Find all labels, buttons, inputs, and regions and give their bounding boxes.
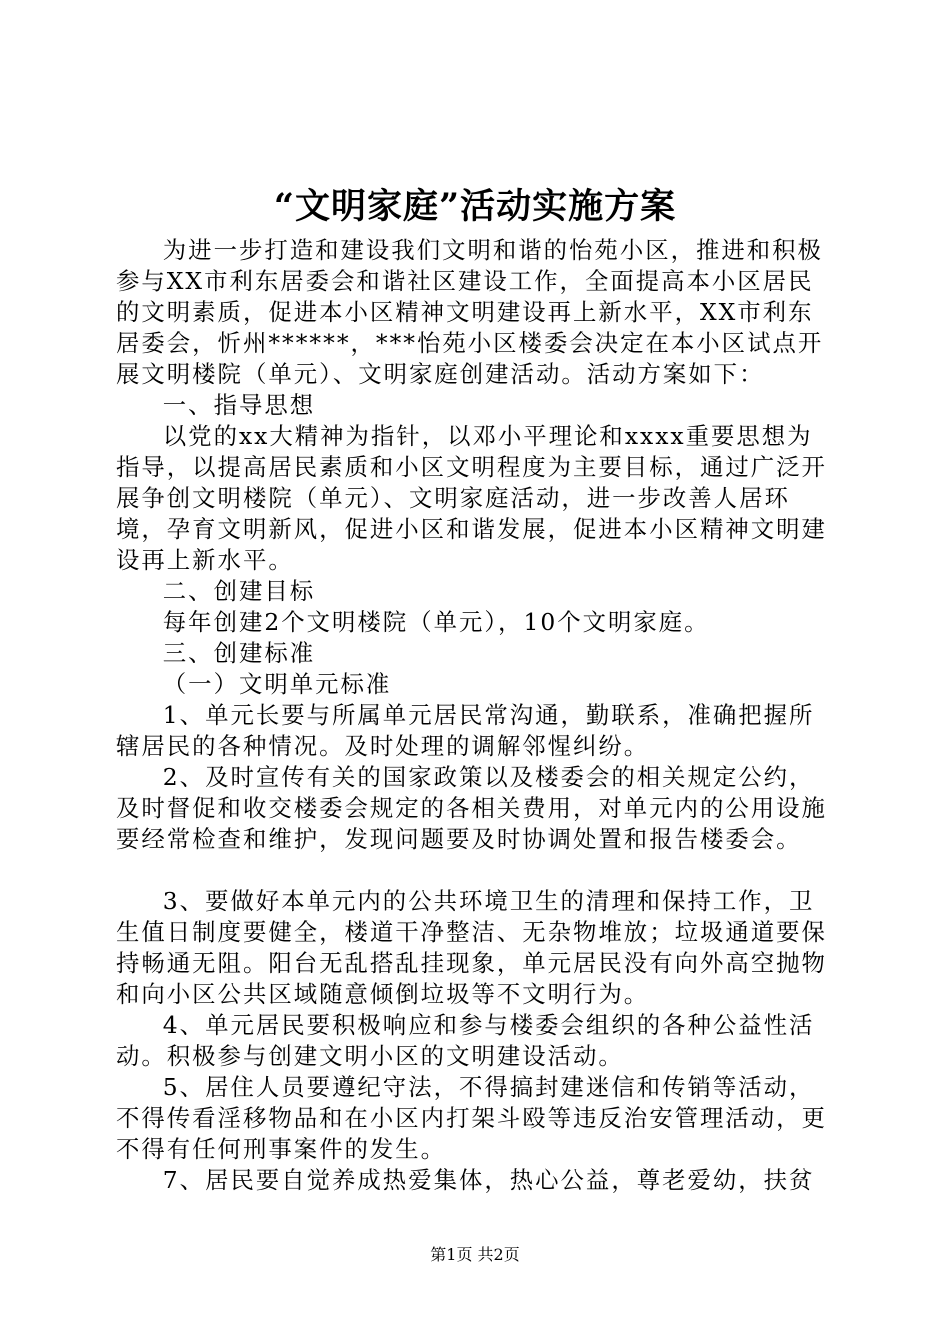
paragraph-guiding-thought: 以党的xx大精神为指针，以邓小平理论和xxxx重要思想为指导，以提高居民素质和小区文明程度为主要目标，通过广泛开展争创文明楼院（单元）、文明家庭活动，进一步改善人居环境，孕育文明新风，促进小区和谐发展，促进本小区精神文明建设再上新水平。 bbox=[116, 422, 827, 574]
paragraph-item-4: 4、单元居民要积极响应和参与楼委会组织的各种公益性活动。积极参与创建文明小区的文明建设活动。 bbox=[116, 1011, 815, 1070]
document-body bbox=[116, 235, 836, 1196]
document-title: “文明家庭”活动实施方案 bbox=[273, 186, 677, 227]
heading-goal: 二、创建目标 bbox=[162, 577, 316, 605]
heading-guiding-thought: 一、指导思想 bbox=[162, 391, 316, 419]
subheading-unit-standard: （一）文明单元标准 bbox=[162, 670, 392, 698]
paragraph-item-5: 5、居住人员要遵纪守法，不得搞封建迷信和传销等活动，不得传看淫移物品和在小区内打架斗殴等违反治安管理活动，更不得有任何刑事案件的发生。 bbox=[116, 1073, 827, 1163]
heading-standards: 三、创建标准 bbox=[162, 639, 316, 667]
page-footer: 第1页 共2页 bbox=[430, 1245, 520, 1264]
paragraph-item-3: 3、要做好本单元内的公共环境卫生的清理和保持工作，卫生值日制度要健全，楼道干净整洁、无杂物堆放；垃圾通道要保持畅通无阻。阳台无乱搭乱挂现象，单元居民没有向外高空抛物和向小区公共区域随意倾倒垃圾等不文明行为。 bbox=[116, 887, 827, 1008]
paragraph-item-1: 1、单元长要与所属单元居民常沟通，勤联系，准确把握所辖居民的各种情况。及时处理的调解邻惺纠纷。 bbox=[116, 701, 815, 760]
paragraph-item-2: 2、及时宣传有关的国家政策以及楼委会的相关规定公约，及时督促和收交楼委会规定的各相关费用，对单元内的公用设施要经常检查和维护，发现问题要及时协调处置和报告楼委会。 bbox=[116, 763, 827, 853]
paragraph-goal: 每年创建2个文明楼院（单元），10个文明家庭。 bbox=[162, 608, 710, 636]
paragraph-intro: 为进一步打造和建设我们文明和谐的怡苑小区，推进和积极参与XX市利东居委会和谐社区建设工作，全面提高本小区居民的文明素质，促进本小区精神文明建设再上新水平，XX市利东居委会，忻州******，***怡苑小区楼委会决定在本小区试点开展文明楼院（单元）、文明家庭创建活动。活动方案如下： bbox=[116, 236, 824, 388]
paragraph-item-7: 7、居民要自觉养成热爱集体，热心公益，尊老爱幼，扶贫 bbox=[162, 1166, 815, 1194]
